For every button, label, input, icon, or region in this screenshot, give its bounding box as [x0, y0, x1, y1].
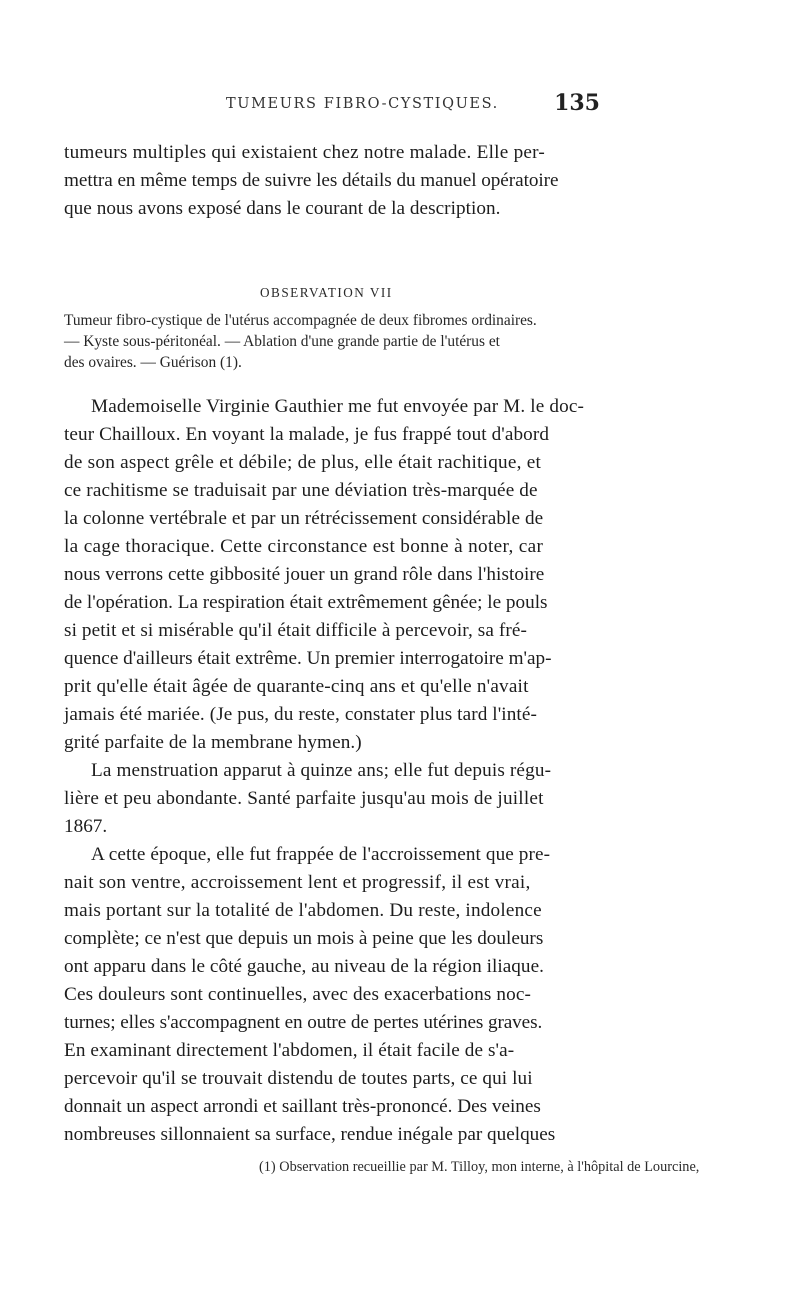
body-line: nous verrons cette gibbosité jouer un grand rôle dans l'histoire — [64, 564, 545, 585]
body-line: la colonne vertébrale et par un rétrécissement considérable de — [64, 508, 544, 529]
observation-summary-line: Tumeur fibro-cystique de l'utérus accompagnée de deux fibromes ordinaires. — [64, 312, 537, 329]
body-line: En examinant directement l'abdomen, il était facile de s'a- — [64, 1040, 515, 1061]
footnote: (1) Observation recueillie par M. Tilloy, mon interne, à l'hôpital de Lourcine, — [259, 1159, 700, 1175]
body-line: mais portant sur la totalité de l'abdomen. Du reste, indolence — [64, 900, 542, 921]
body-line: la cage thoracique. Cette circonstance est bonne à noter, car — [64, 536, 544, 557]
body-line: ce rachitisme se traduisait par une déviation très-marquée de — [64, 480, 538, 501]
body-line: teur Chailloux. En voyant la malade, je fus frappé tout d'abord — [64, 424, 550, 445]
running-title: TUMEURS FIBRO-CYSTIQUES. — [226, 96, 499, 112]
observation-summary-line: des ovaires. — Guérison (1). — [64, 354, 242, 371]
body-line: ont apparu dans le côté gauche, au niveau de la région iliaque. — [64, 956, 544, 977]
body-line: grité parfaite de la membrane hymen.) — [64, 732, 362, 753]
body-line: quence d'ailleurs était extrême. Un premier interrogatoire m'ap- — [64, 648, 552, 669]
intro-line: tumeurs multiples qui existaient chez notre malade. Elle per- — [64, 142, 546, 163]
body-line: nait son ventre, accroissement lent et progressif, il est vrai, — [64, 872, 531, 893]
body-line: Ces douleurs sont continuelles, avec des exacerbations noc- — [64, 984, 532, 1005]
body-line: 1867. — [64, 816, 108, 837]
body-line: Mademoiselle Virginie Gauthier me fut envoyée par M. le doc- — [91, 396, 585, 417]
body-line: percevoir qu'il se trouvait distendu de toutes parts, ce qui lui — [64, 1068, 533, 1089]
body-line: de l'opération. La respiration était extrêmement gênée; le pouls — [64, 592, 548, 613]
body-line: La menstruation apparut à quinze ans; elle fut depuis régu- — [91, 760, 552, 781]
page-header — [216, 92, 600, 120]
observation-summary-line: — Kyste sous-péritonéal. — Ablation d'une grande partie de l'utérus et — [64, 333, 500, 350]
body-line: de son aspect grêle et débile; de plus, elle était rachitique, et — [64, 452, 542, 473]
body-line: lière et peu abondante. Santé parfaite jusqu'au mois de juillet — [64, 788, 544, 809]
body-line: si petit et si misérable qu'il était difficile à percevoir, sa fré- — [64, 620, 527, 641]
body-line: donnait un aspect arrondi et saillant très-prononcé. Des veines — [64, 1096, 541, 1117]
intro-line: mettra en même temps de suivre les détails du manuel opératoire — [64, 170, 559, 191]
observation-title: OBSERVATION VII — [260, 285, 393, 300]
body-line: complète; ce n'est que depuis un mois à peine que les douleurs — [64, 928, 544, 949]
body-line: jamais été mariée. (Je pus, du reste, constater plus tard l'inté- — [64, 704, 537, 725]
body-line: prit qu'elle était âgée de quarante-cinq ans et qu'elle n'avait — [64, 676, 529, 697]
intro-line: que nous avons exposé dans le courant de la description. — [64, 198, 501, 219]
page-number: 135 — [554, 90, 600, 116]
body-line: A cette époque, elle fut frappée de l'accroissement que pre- — [91, 844, 551, 865]
body-line: turnes; elles s'accompagnent en outre de pertes utérines graves. — [64, 1012, 543, 1033]
body-line: nombreuses sillonnaient sa surface, rendue inégale par quelques — [64, 1124, 556, 1145]
